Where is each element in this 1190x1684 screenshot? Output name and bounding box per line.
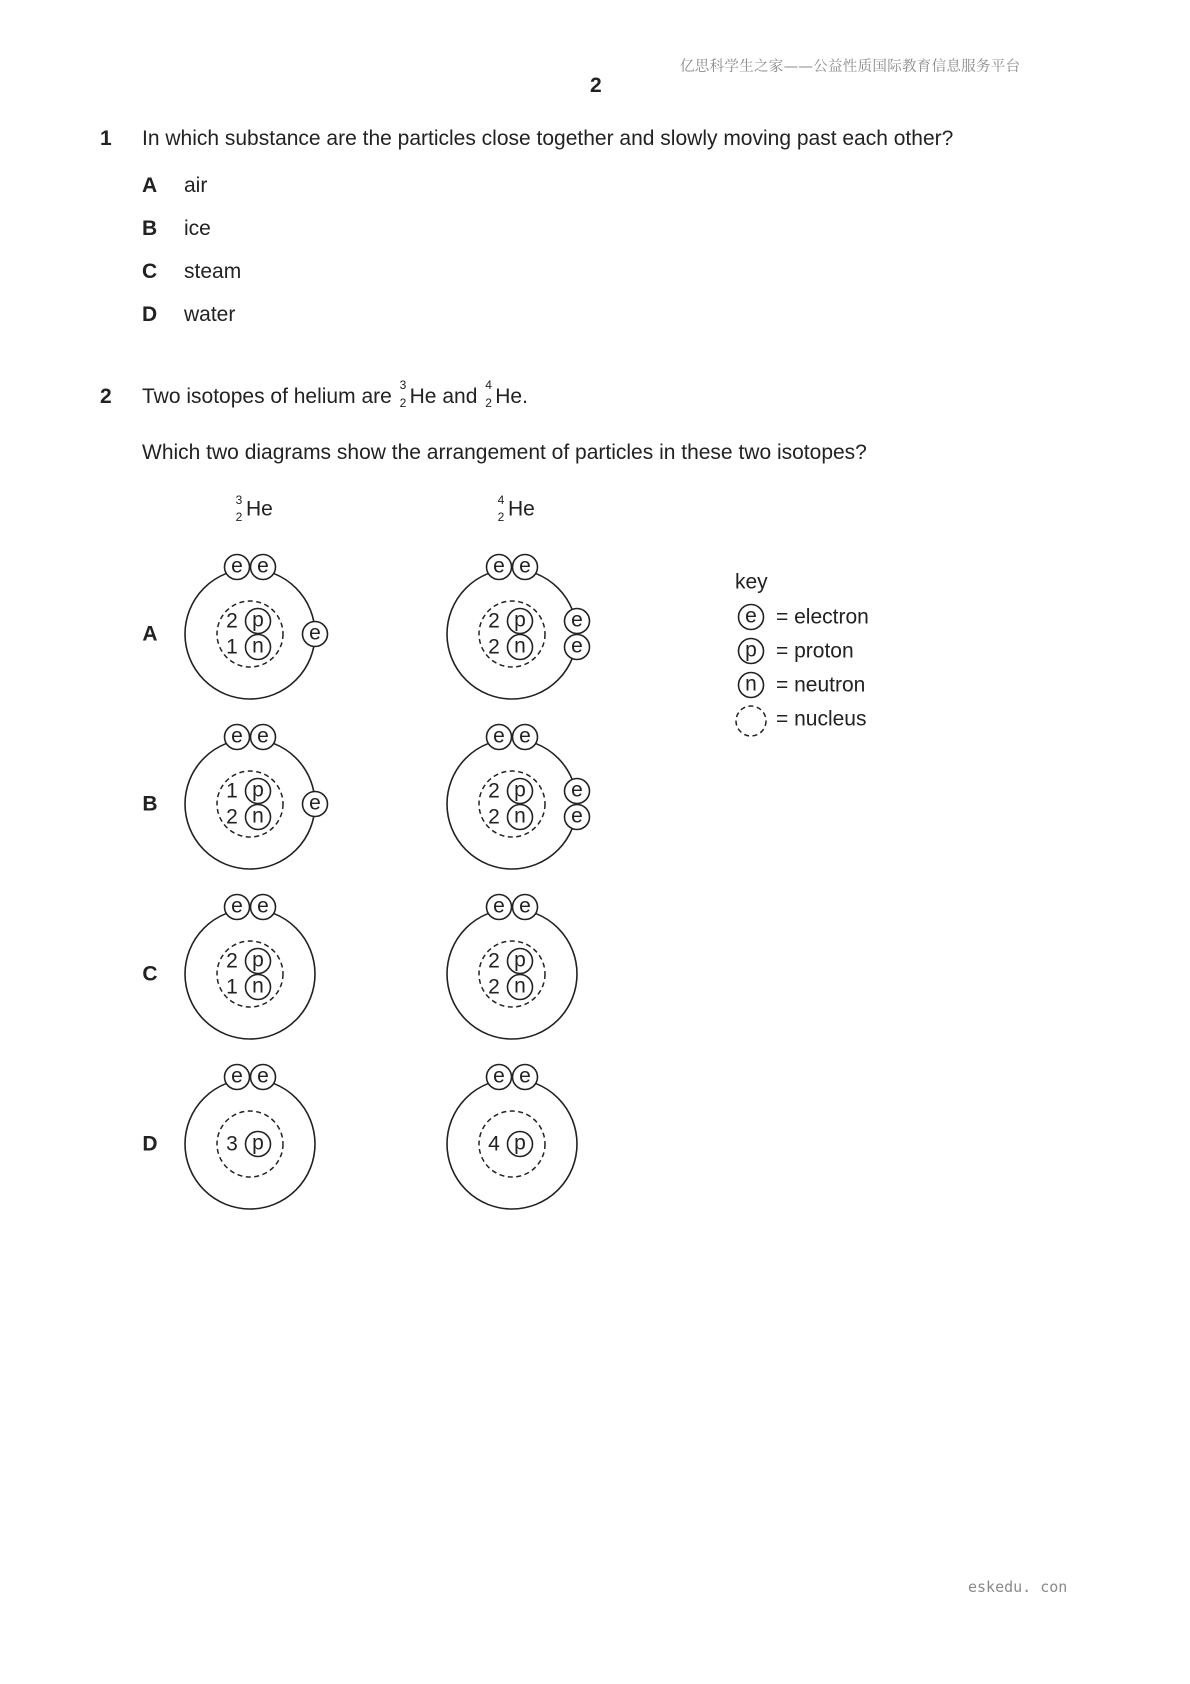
key-title: key	[735, 570, 768, 594]
row-letter: A	[142, 622, 158, 646]
row-letter: B	[142, 792, 158, 816]
atom-b-he3-electron-side-1-label: e	[309, 791, 321, 815]
atom-b-he4-shell	[447, 739, 577, 869]
atom-b-he3	[185, 725, 328, 870]
atom-a-he3-electron-side-1	[303, 622, 328, 647]
atom-a-he4-n-count: 2	[488, 635, 500, 659]
atom-d-he4-p-particle	[508, 1132, 533, 1157]
atom-b-he4-n-particle	[508, 805, 533, 830]
column-header-he3-mass: 3	[235, 493, 243, 507]
column-header-he3	[236, 493, 273, 524]
atom-b-he4-n-count: 2	[488, 805, 500, 829]
q1-option-d-text: water	[184, 303, 236, 326]
q1-option-b-text: ice	[184, 217, 211, 240]
atom-b-he3-electron-top-1-label: e	[231, 724, 243, 748]
atom-d-he3-p-particle-label: p	[252, 1131, 264, 1155]
atom-a-he4-electron-top-2	[513, 555, 538, 580]
atom-a-he4-p-particle-label: p	[514, 608, 526, 632]
atom-a-he3-p-count: 2	[226, 609, 238, 633]
atom-b-he4-electron-top-1	[487, 725, 512, 750]
isotope-2-notation: 4 2	[485, 378, 492, 411]
atom-d-he3-electron-top-2-label: e	[257, 1064, 269, 1088]
atom-a-he4-electron-top-2-label: e	[519, 554, 531, 578]
atom-b-he4-electron-top-1-label: e	[493, 724, 505, 748]
atom-b-he4	[447, 725, 590, 870]
atom-d-he3	[185, 1065, 315, 1210]
row-letter: D	[142, 1132, 158, 1156]
atom-c-he3-p-count: 2	[226, 949, 238, 973]
atom-a-he4-electron-side-1	[565, 609, 590, 634]
atom-c-he4-p-particle-label: p	[514, 948, 526, 972]
key-entry-nucleus	[736, 706, 866, 736]
atom-a-he4-electron-side-1-label: e	[571, 608, 583, 632]
atom-c-he4-n-particle-label: n	[514, 974, 526, 998]
atom-d-he4-p-count: 4	[488, 1132, 500, 1156]
atom-d-he3-electron-top-1-label: e	[231, 1064, 243, 1088]
atom-a-he3-electron-top-2	[251, 555, 276, 580]
atom-a-he3-n-count: 1	[226, 635, 238, 659]
atom-b-he3-n-count: 2	[226, 805, 238, 829]
atom-a-he3-electron-top-2-label: e	[257, 554, 269, 578]
atom-a-he3-shell	[185, 569, 315, 699]
q1-option-b-letter: B	[142, 217, 158, 240]
intro-prefix: Two isotopes of helium are	[142, 385, 392, 408]
q1-option-c-text: steam	[184, 260, 242, 283]
atom-b-he3-p-particle	[246, 779, 271, 804]
atom-d-he4-electron-top-2-label: e	[519, 1064, 531, 1088]
atom-c-he3-p-particle-label: p	[252, 948, 264, 972]
atom-b-he3-electron-top-1	[225, 725, 250, 750]
atom-b-he3-n-particle	[246, 805, 271, 830]
question-1-number: 1	[100, 127, 112, 150]
key-entry-p-symbol-label: p	[745, 638, 757, 662]
key-entry-e	[739, 605, 869, 630]
atom-c-he3-electron-top-1-label: e	[231, 894, 243, 918]
q1-option-a-text: air	[184, 174, 208, 197]
atom-a-he3-electron-top-1-label: e	[231, 554, 243, 578]
atom-d-he3-electron-top-1	[225, 1065, 250, 1090]
atom-c-he4-electron-top-1-label: e	[493, 894, 505, 918]
intro-conj: and	[442, 385, 478, 408]
row-d-letter	[142, 1133, 157, 1156]
atom-d-he3-electron-top-2	[251, 1065, 276, 1090]
watermark: 亿思科学生之家——公益性质国际教育信息服务平台	[680, 59, 1021, 75]
atom-b-he4-electron-side-1-label: e	[571, 778, 583, 802]
atom-c-he4-electron-top-1	[487, 895, 512, 920]
atom-a-he3-electron-top-1	[225, 555, 250, 580]
column-header-he4	[498, 493, 535, 524]
atom-a-he3-n-particle	[246, 635, 271, 660]
isotope-1-symbol: He	[409, 385, 437, 408]
atom-b-he3-n-particle-label: n	[252, 804, 264, 828]
atom-d-he3-p-count: 3	[226, 1132, 238, 1156]
atom-c-he3-shell	[185, 909, 315, 1039]
key-entry-e-symbol-label: e	[745, 604, 757, 628]
atom-b-he4-electron-side-2	[565, 805, 590, 830]
atom-c-he3-electron-top-1	[225, 895, 250, 920]
atom-c-he4-n-particle	[508, 975, 533, 1000]
atom-a-he3-electron-side-1-label: e	[309, 621, 321, 645]
row-a-letter	[142, 623, 157, 646]
key-entry-n-symbol	[739, 673, 764, 698]
atom-c-he3-electron-top-2-label: e	[257, 894, 269, 918]
q1-option-c-letter: C	[142, 260, 158, 283]
row-b-letter	[142, 793, 157, 816]
atom-c-he3-n-particle-label: n	[252, 974, 264, 998]
atom-b-he4-electron-side-1	[565, 779, 590, 804]
atom-c-he3-n-particle	[246, 975, 271, 1000]
atom-a-he3-n-particle-label: n	[252, 634, 264, 658]
atom-b-he4-electron-top-2	[513, 725, 538, 750]
atom-c-he4-n-count: 2	[488, 975, 500, 999]
atom-d-he4-electron-top-1	[487, 1065, 512, 1090]
atom-c-he4-shell	[447, 909, 577, 1039]
atom-d-he4-p-particle-label: p	[514, 1131, 526, 1155]
atom-a-he4-electron-side-2-label: e	[571, 634, 583, 658]
atom-a-he4-shell	[447, 569, 577, 699]
column-header-he4-symbol: He	[508, 497, 535, 521]
row-c-letter	[142, 963, 157, 986]
q1-option-a-letter: A	[142, 174, 158, 197]
atom-c-he4-electron-top-2-label: e	[519, 894, 531, 918]
key-entry-n	[739, 673, 866, 698]
key-entry-n-symbol-label: n	[745, 672, 757, 696]
question-2-text: Which two diagrams show the arrangement of particles in these two isotopes?	[142, 441, 867, 464]
question-2-number: 2	[100, 385, 112, 408]
atom-c-he4-p-count: 2	[488, 949, 500, 973]
key-entry-n-label: = neutron	[776, 673, 866, 697]
isotope-1-notation: 3 2	[399, 378, 407, 411]
atom-b-he4-p-particle	[508, 779, 533, 804]
atom-a-he3-p-particle	[246, 609, 271, 634]
atom-a-he4-p-count: 2	[488, 609, 500, 633]
atom-b-he4-electron-side-2-label: e	[571, 804, 583, 828]
atom-a-he4-electron-top-1	[487, 555, 512, 580]
key-entry-p-label: = proton	[776, 639, 854, 663]
atom-d-he3-p-particle	[246, 1132, 271, 1157]
atom-a-he3-p-particle-label: p	[252, 608, 264, 632]
atom-c-he3-p-particle	[246, 949, 271, 974]
atom-a-he4-p-particle	[508, 609, 533, 634]
column-header-he4-atomic: 2	[497, 510, 505, 524]
key-legend	[735, 571, 869, 737]
column-header-he3-symbol: He	[246, 497, 273, 521]
key-entry-e-label: = electron	[776, 605, 869, 629]
key-entry-nucleus-label: = nucleus	[776, 707, 867, 731]
atom-a-he3	[185, 555, 328, 700]
key-entry-p	[739, 639, 854, 664]
atom-a-he4-electron-side-2	[565, 635, 590, 660]
atom-a-he4-n-particle	[508, 635, 533, 660]
key-entry-nucleus-symbol	[736, 706, 766, 736]
atom-d-he4-electron-top-1-label: e	[493, 1064, 505, 1088]
atom-c-he3	[185, 895, 315, 1040]
atom-b-he4-p-particle-label: p	[514, 778, 526, 802]
atom-b-he3-electron-top-2-label: e	[257, 724, 269, 748]
atom-b-he3-electron-side-1	[303, 792, 328, 817]
atom-b-he3-shell	[185, 739, 315, 869]
atom-c-he4	[447, 895, 577, 1040]
column-header-he3-atomic: 2	[235, 510, 243, 524]
footer-site: eskedu. con	[968, 1578, 1068, 1596]
atom-a-he4-electron-top-1-label: e	[493, 554, 505, 578]
atom-b-he4-p-count: 2	[488, 779, 500, 803]
atom-d-he4	[447, 1065, 577, 1210]
atom-c-he3-electron-top-2	[251, 895, 276, 920]
key-entry-p-symbol	[739, 639, 764, 664]
atom-b-he4-electron-top-2-label: e	[519, 724, 531, 748]
isotope-2-symbol: He	[495, 385, 523, 408]
atom-b-he4-n-particle-label: n	[514, 804, 526, 828]
atom-c-he4-electron-top-2	[513, 895, 538, 920]
atom-c-he4-p-particle	[508, 949, 533, 974]
atom-a-he4-n-particle-label: n	[514, 634, 526, 658]
atom-c-he3-n-count: 1	[226, 975, 238, 999]
atom-b-he3-p-particle-label: p	[252, 778, 264, 802]
column-header-he4-mass: 4	[497, 493, 505, 507]
key-entry-e-symbol	[739, 605, 764, 630]
atom-a-he4	[447, 555, 590, 700]
atom-b-he3-electron-top-2	[251, 725, 276, 750]
row-letter: C	[142, 962, 158, 986]
atom-d-he4-electron-top-2	[513, 1065, 538, 1090]
q1-option-d-letter: D	[142, 303, 158, 326]
question-2-intro: Two isotopes of helium are 3 2 He and 4 2 He.	[142, 378, 528, 411]
atom-b-he3-p-count: 1	[226, 779, 238, 803]
page-number: 2	[590, 74, 602, 97]
question-1-text: In which substance are the particles close together and slowly moving past each other?	[142, 127, 954, 150]
